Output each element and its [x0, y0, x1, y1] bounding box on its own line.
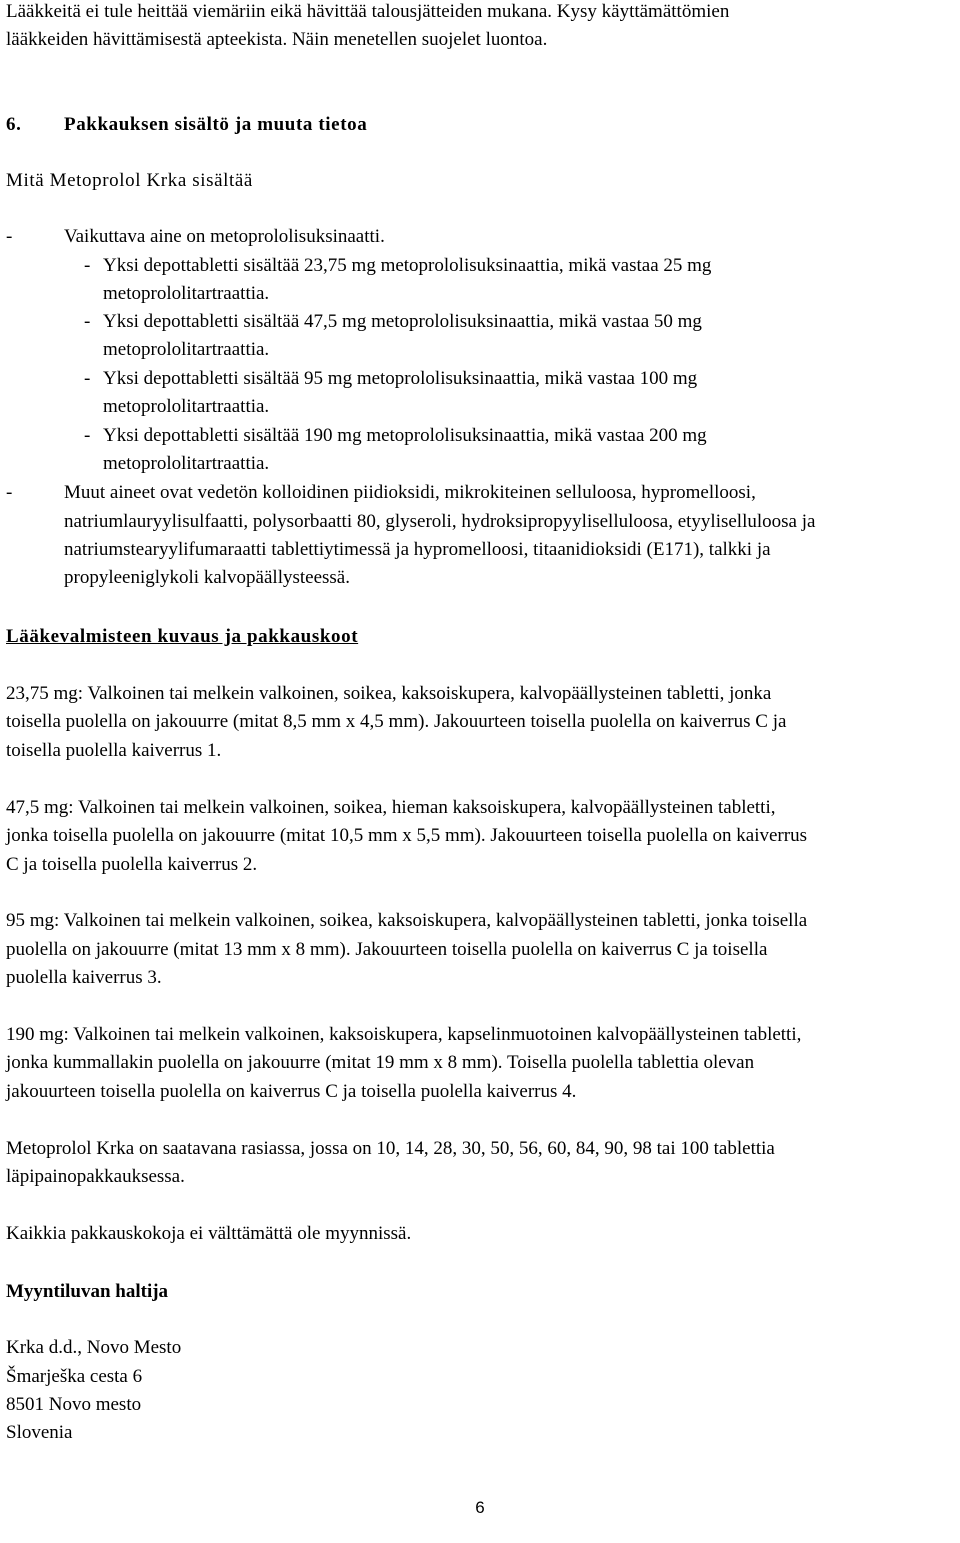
- paragraph-line: puolella kaiverrus 3.: [6, 967, 162, 988]
- paragraph-line: jonka toisella puolella on jakouurre (mitat 10,5 mm x 5,5 mm). Jakouurteen toisella puolella on kaiverrus: [6, 825, 807, 846]
- other-ingredients-line: natriumlauryylisulfaatti, polysorbaatti 80, glyseroli, hydroksipropyyliselluloosa, etyyliselluloosa ja: [64, 511, 816, 532]
- active-ingredient: Vaikuttava aine on metoprololisuksinaatti.: [64, 226, 385, 247]
- holder-heading: Myyntiluvan haltija: [6, 1281, 169, 1302]
- address-line: Krka d.d., Novo Mesto: [6, 1337, 182, 1358]
- list-item: Yksi depottabletti sisältää 23,75 mg metoprololisuksinaattia, mikä vastaa 25 mg: [103, 255, 712, 276]
- list-bullet: -: [84, 425, 91, 446]
- list-bullet: -: [84, 368, 91, 389]
- section-subheading: Mitä Metoprolol Krka sisältää: [6, 170, 253, 191]
- paragraph-line: jonka kummallakin puolella on jakouurre (mitat 19 mm x 8 mm). Toisella puolella tablettia olevan: [6, 1052, 755, 1073]
- paragraph-line: Metoprolol Krka on saatavana rasiassa, jossa on 10, 14, 28, 30, 50, 56, 60, 84, 90, 98 tai 100 tablettia: [6, 1138, 775, 1159]
- paragraph-line: C ja toisella puolella kaiverrus 2.: [6, 854, 258, 875]
- list-bullet: -: [6, 226, 13, 247]
- list-bullet: -: [6, 482, 13, 503]
- other-ingredients-line: natriumstearyylifumaraatti tablettiytimessä ja hypromelloosi, titaanidioksidi (E171), talkki ja: [64, 539, 771, 560]
- list-item: Yksi depottabletti sisältää 95 mg metoprololisuksinaattia, mikä vastaa 100 mg: [103, 368, 698, 389]
- list-item: metoprololitartraattia.: [103, 396, 270, 417]
- list-bullet: -: [84, 255, 91, 276]
- list-bullet: -: [84, 311, 91, 332]
- paragraph-line: toisella puolella kaiverrus 1.: [6, 740, 222, 761]
- paragraph-line: jakouurteen toisella puolella on kaiverrus C ja toisella puolella kaiverrus 4.: [6, 1081, 577, 1102]
- list-item: Yksi depottabletti sisältää 190 mg metoprololisuksinaattia, mikä vastaa 200 mg: [103, 425, 707, 446]
- paragraph-line: läpipainopakkauksessa.: [6, 1166, 185, 1187]
- paragraph-line: 190 mg: Valkoinen tai melkein valkoinen, kaksoiskupera, kapselinmuotoinen kalvopäällysteinen tabletti,: [6, 1024, 802, 1045]
- paragraph-line: 23,75 mg: Valkoinen tai melkein valkoinen, soikea, kaksoiskupera, kalvopäällysteinen tabletti, jonka: [6, 683, 772, 704]
- description-heading: Lääkevalmisteen kuvaus ja pakkauskoot: [6, 626, 359, 647]
- paragraph-line: Kaikkia pakkauskokoja ei välttämättä ole myynnissä.: [6, 1223, 412, 1244]
- page-number: 6: [475, 1498, 485, 1517]
- paragraph-line: toisella puolella on jakouurre (mitat 8,5 mm x 4,5 mm). Jakouurteen toisella puolella on kaiverrus C ja: [6, 711, 787, 732]
- section-number: 6.: [6, 114, 22, 135]
- list-item: Yksi depottabletti sisältää 47,5 mg metoprololisuksinaattia, mikä vastaa 50 mg: [103, 311, 702, 332]
- list-item: metoprololitartraattia.: [103, 339, 270, 360]
- list-item: metoprololitartraattia.: [103, 283, 270, 304]
- intro-line: lääkkeiden hävittämisestä apteekista. Näin menetellen suojelet luontoa.: [6, 29, 548, 50]
- paragraph-line: puolella on jakouurre (mitat 13 mm x 8 mm). Jakouurteen toisella puolella on kaiverrus C ja toisella: [6, 939, 768, 960]
- address-line: Šmarješka cesta 6: [6, 1366, 143, 1387]
- other-ingredients-line: propyleeniglykoli kalvopäällysteessä.: [64, 567, 350, 588]
- paragraph-line: 47,5 mg: Valkoinen tai melkein valkoinen, soikea, hieman kaksoiskupera, kalvopäällysteinen tabletti,: [6, 797, 776, 818]
- intro-line: Lääkkeitä ei tule heittää viemäriin eikä hävittää talousjätteiden mukana. Kysy käyttämättömien: [6, 1, 730, 22]
- section-title: Pakkauksen sisältö ja muuta tietoa: [64, 114, 368, 135]
- paragraph-line: 95 mg: Valkoinen tai melkein valkoinen, soikea, kaksoiskupera, kalvopäällysteinen tabletti, jonka toisella: [6, 910, 808, 931]
- list-item: metoprololitartraattia.: [103, 453, 270, 474]
- address-line: Slovenia: [6, 1422, 73, 1443]
- address-line: 8501 Novo mesto: [6, 1394, 142, 1415]
- other-ingredients-line: Muut aineet ovat vedetön kolloidinen piidioksidi, mikrokiteinen selluloosa, hypromelloosi,: [64, 482, 756, 503]
